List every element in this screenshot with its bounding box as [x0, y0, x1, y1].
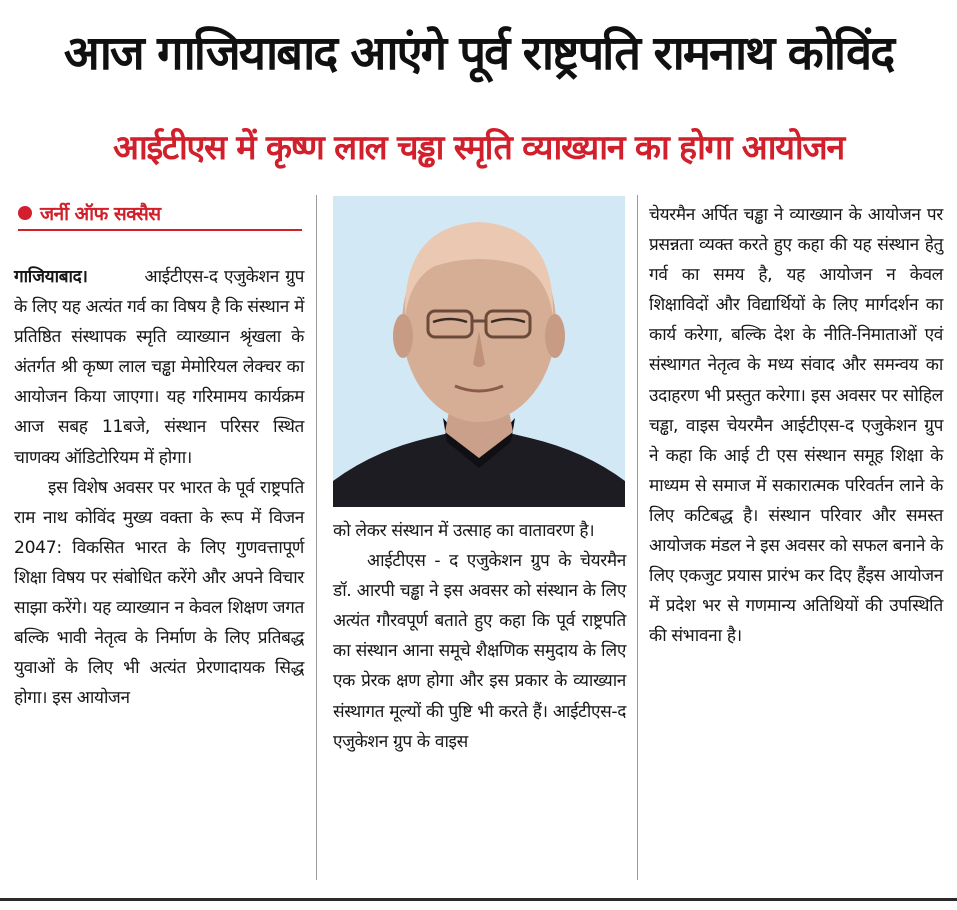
article-column-3 — [649, 200, 943, 651]
bullet-dot-icon — [18, 206, 32, 220]
article-paragraph — [14, 262, 304, 473]
article-paragraph: इस विशेष अवसर पर भारत के पूर्व राष्ट्रपति राम नाथ कोविंद मुख्य वक्ता के रूप में विजन 2047: विकसित भारत के लिए गुणवत्तापूर्ण शिक्षा विषय पर संबोधित करेंगे और अपने विचार साझा करेंगे। यह व्याख्यान न केवल शिक्षण जगत बल्कि भावी नेतृत्व के निर्माण के लिए प्रतिबद्ध युवाओं के लिए भी अत्यंत प्रेरणादायक सिद्ध होगा। इस आयोजन — [14, 477, 304, 709]
paragraph-gap — [88, 267, 145, 287]
byline — [18, 200, 302, 231]
bottom-border — [0, 898, 957, 901]
article-paragraph: चेयरमैन अर्पित चड्ढा ने व्याख्यान के आयोजन पर प्रसन्नता व्यक्त करते हुए कहा की यह संस्थान हेतु गर्व का समय है, यह आयोजन न केवल शिक्षाविदों और विद्यार्थियों के लिए मार्गदर्शन का कार्य करेगा, बल्कि देश के नीति-निमाताओं एवं संस्थागत नेतृत्व के मध्य संवाद और समन्वय का उदाहरण भी प्रस्तुत करेगा। इस अवसर पर सोहिल चड्ढा, वाइस चेयरमैन आईटीएस-द एजुकेशन ग्रुप ने कहा कि आई टी एस संस्थान समूह शिक्षा के माध्यम से समाज में सकारात्मक परिवर्तन लाने के लिए कटिबद्ध है। संस्थान परिवार और समस्त आयोजक मंडल ने इस अवसर को सफल बनाने के लिए एकजुट प्रयास प्रारंभ कर दिए हैंइस आयोजन में प्रदेश भर से गणमान्य अतिथियों की उपस्थिति की संभावना है। — [649, 205, 943, 647]
article-column-1 — [14, 262, 304, 713]
column-divider — [637, 195, 638, 880]
byline-text: जर्नी ऑफ सक्सैस — [40, 203, 161, 225]
article-paragraph: को लेकर संस्थान में उत्साह का वातावरण है। — [333, 521, 595, 541]
portrait-photo — [333, 196, 625, 507]
column-divider — [316, 195, 317, 880]
article-column-2 — [333, 516, 626, 757]
paragraph-text: आईटीएस-द एजुकेशन ग्रुप के लिए यह अत्यंत गर्व का विषय है कि संस्थान में प्रतिष्ठित संस्थापक स्मृति व्याख्यान श्रृंखला के अंतर्गत श्री कृष्ण लाल चड्ढा मेमोरियल लेक्चर का आयोजन किया जाएगा। यह गरिमामय कार्यक्रम आज सबह 11बजे, संस्थान परिसर स्थित चाणक्य ऑडिटोरियम में होगा। — [14, 267, 305, 468]
article-paragraph: आईटीएस - द एजुकेशन ग्रुप के चेयरमैन डॉ. आरपी चड्ढा ने इस अवसर को संस्थान के लिए अत्यंत गौरवपूर्ण बताते हुए कहा कि पूर्व राष्ट्रपति का संस्थान आना समूचे शैक्षणिक समुदाय के लिए एक प्रेरक क्षण होगा और इस प्रकार के व्याख्यान संस्थागत मूल्यों की पुष्टि भी करते हैं। आईटीएस-द एजुकेशन ग्रुप के वाइस — [333, 551, 626, 752]
headline: आज गाजियाबाद आएंगे पूर्व राष्ट्रपति रामनाथ कोविंद — [63, 26, 894, 81]
portrait-photo-icon — [333, 196, 625, 507]
dateline: गाजियाबाद। — [14, 267, 88, 287]
subheadline: आईटीएस में कृष्ण लाल चड्ढा स्मृति व्याख्यान का होगा आयोजन — [113, 128, 844, 168]
